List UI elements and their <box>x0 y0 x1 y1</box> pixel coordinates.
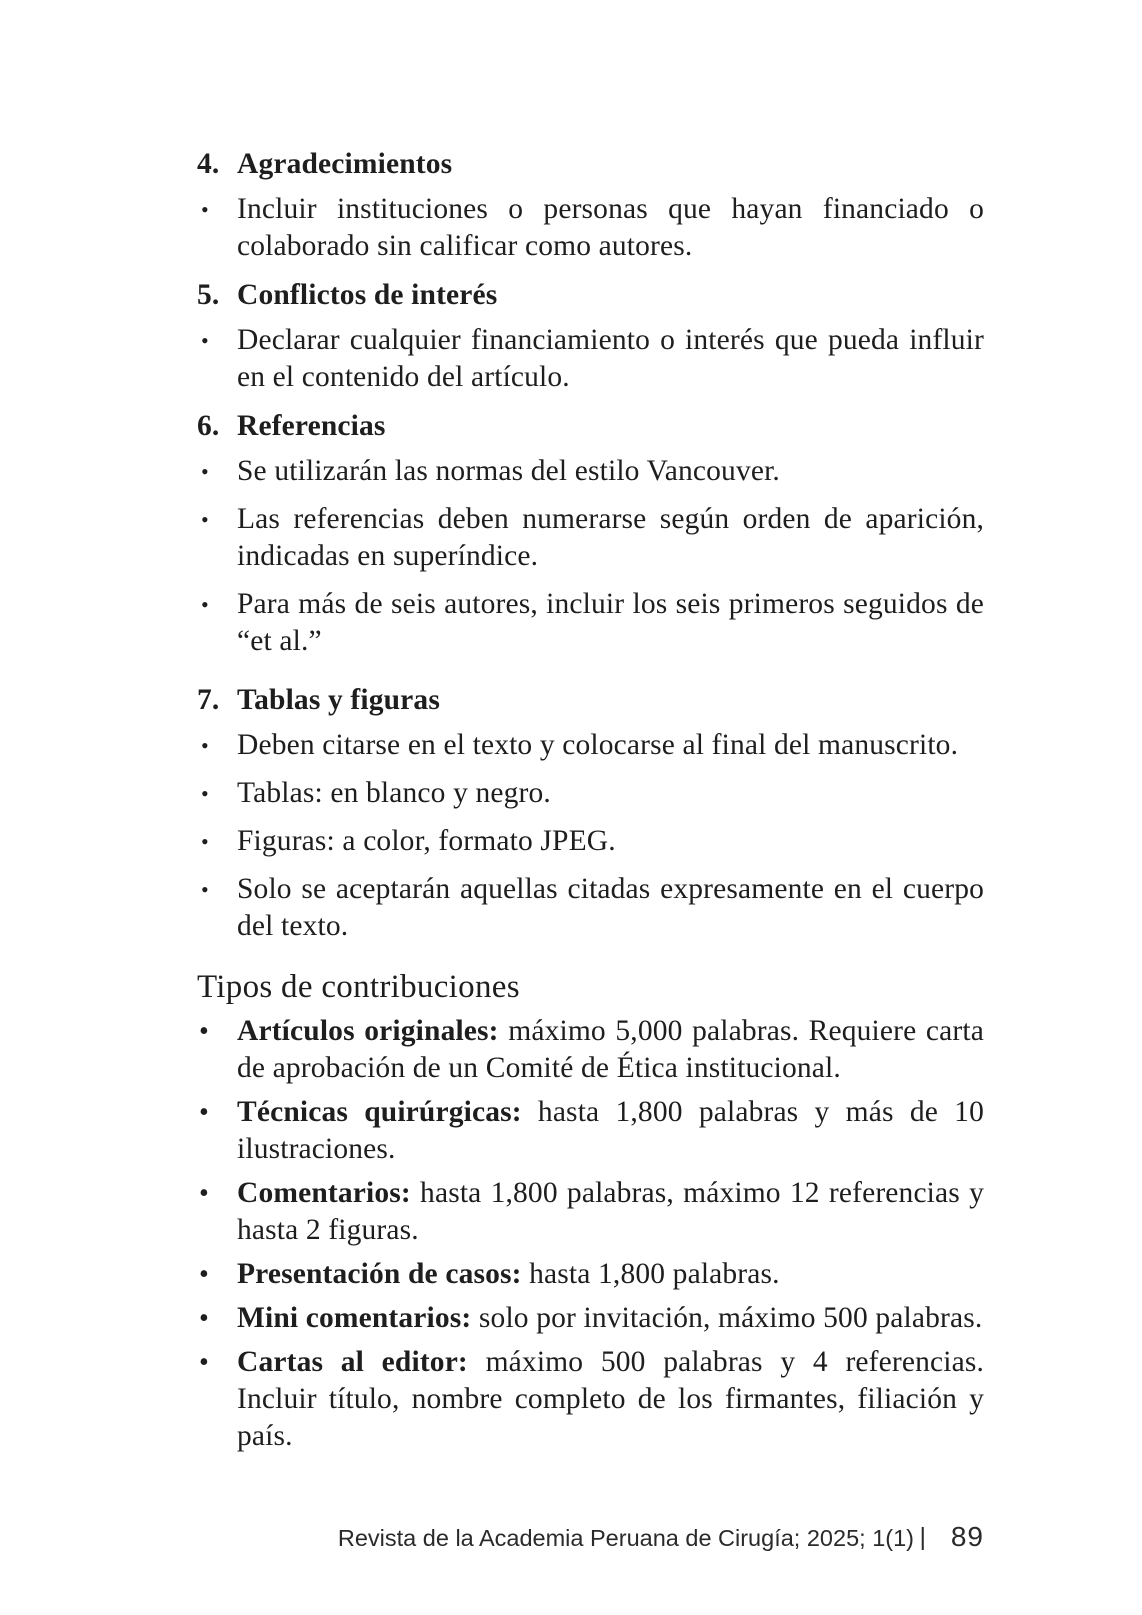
list-item-text: Declarar cualquier financiamiento o interés que pueda influir en el contenido del artículo. <box>237 324 984 393</box>
section-conflictos <box>197 277 984 396</box>
list-item-text: Deben citarse en el texto y colocarse al final del manuscrito. <box>237 729 959 761</box>
contribution-label: Artículos originales: <box>237 1015 499 1047</box>
bullet-icon: • <box>201 507 209 532</box>
section-number: 4. <box>197 148 220 180</box>
contribution-label: Cartas al editor: <box>237 1346 468 1378</box>
contribution-label: Mini comentarios: <box>237 1302 472 1334</box>
section-number: 6. <box>197 410 220 442</box>
list-item <box>197 191 984 265</box>
bullet-icon: • <box>201 829 209 854</box>
bullet-icon: • <box>201 877 209 902</box>
list-item <box>197 453 984 490</box>
contribution-label: Comentarios: <box>237 1177 411 1209</box>
bullet-icon: • <box>201 733 209 758</box>
list-item <box>197 1175 984 1249</box>
section-title: Tablas y figuras <box>237 684 440 716</box>
bullet-icon: • <box>201 781 209 806</box>
list-item-text: Tablas: en blanco y negro. <box>237 777 551 809</box>
list-item <box>197 586 984 660</box>
contribution-text: solo por invitación, máximo 500 palabras. <box>471 1302 983 1334</box>
bullet-icon: • <box>199 1097 209 1128</box>
bullet-icon: • <box>201 592 209 617</box>
bullet-icon: • <box>199 1347 209 1378</box>
list-item-text: Incluir instituciones o personas que hayan financiado o colaborado sin calificar como autores. <box>237 193 984 262</box>
list-item-text: Se utilizarán las normas del estilo Vancouver. <box>237 455 780 487</box>
section-title: Referencias <box>237 410 386 442</box>
list-item <box>197 1256 984 1293</box>
footer-separator: | <box>919 1523 926 1551</box>
main-content <box>197 146 984 1455</box>
list-item <box>197 871 984 945</box>
contribution-text: máximo 500 palabras y 4 referencias. Incluir título, nombre completo de los firmantes, filiación y país. <box>237 1346 984 1452</box>
bullet-icon: • <box>201 328 209 353</box>
list-item-text: Para más de seis autores, incluir los seis primeros seguidos de “et al.” <box>237 588 984 657</box>
section-tablas-figuras <box>197 682 984 945</box>
journal-citation: Revista de la Academia Peruana de Cirugía; 2025; 1(1) <box>337 1525 914 1551</box>
section-heading <box>197 146 984 183</box>
page-number: 89 <box>950 1521 984 1552</box>
bullet-icon: • <box>201 459 209 484</box>
contribution-label: Presentación de casos: <box>237 1258 522 1290</box>
bullet-icon: • <box>199 1178 209 1209</box>
list-item <box>197 727 984 764</box>
list-item <box>197 823 984 860</box>
contribution-text: máximo 5,000 palabras. Requiere carta de aprobación de un Comité de Ética institucional. <box>237 1015 984 1084</box>
section-tipos-contribuciones <box>197 967 984 1455</box>
bullet-icon: • <box>199 1303 209 1334</box>
list-item <box>197 501 984 575</box>
section-referencias <box>197 408 984 660</box>
list-item <box>197 1300 984 1337</box>
section-title: Tipos de contribuciones <box>197 969 520 1005</box>
list-item-text: Las referencias deben numerarse según orden de aparición, indicadas en superíndice. <box>237 503 984 572</box>
list-item <box>197 1013 984 1087</box>
bullet-icon: • <box>199 1259 209 1290</box>
list-item <box>197 1344 984 1455</box>
section-agradecimientos <box>197 146 984 265</box>
page-footer <box>332 1519 984 1559</box>
section-heading <box>197 277 984 314</box>
list-item <box>197 775 984 812</box>
list-item <box>197 1094 984 1168</box>
section-heading <box>197 408 984 445</box>
list-item-text: Figuras: a color, formato JPEG. <box>237 825 616 857</box>
section-title: Conflictos de interés <box>237 279 498 311</box>
bullet-icon: • <box>201 197 209 222</box>
bullet-icon: • <box>199 1016 209 1047</box>
contribution-text: hasta 1,800 palabras y más de 10 ilustraciones. <box>237 1096 984 1165</box>
contribution-text: hasta 1,800 palabras, máximo 12 referencias y hasta 2 figuras. <box>237 1177 984 1246</box>
contribution-label: Técnicas quirúrgicas: <box>237 1096 522 1128</box>
list-item-text: Solo se aceptarán aquellas citadas expresamente en el cuerpo del texto. <box>237 873 984 942</box>
section-number: 5. <box>197 279 220 311</box>
section-number: 7. <box>197 684 220 716</box>
section-title: Agradecimientos <box>237 148 453 180</box>
contribution-text: hasta 1,800 palabras. <box>521 1258 780 1290</box>
section-heading <box>197 682 984 719</box>
list-item <box>197 322 984 396</box>
